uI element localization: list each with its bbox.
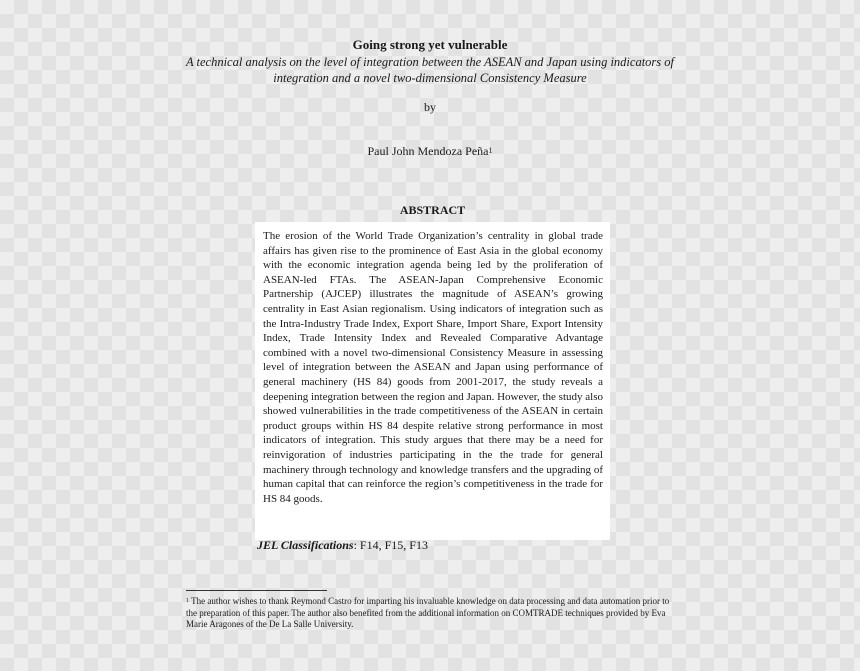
paper-title: Going strong yet vulnerable <box>352 37 508 52</box>
abstract-text: The erosion of the World Trade Organization’s centrality in global trade affairs has given rise to the prominence of East Asia in the global economy with the economic integration agenda being led by the proliferation of ASEAN-led FTAs. The ASEAN-Japan Comprehensive Economic Partnership (AJCEP) illustrates the magnitude of ASEAN’s growing centrality in East Asian regionalism. Using indicators of integration such as the Intra-Industry Trade Index, Export Share, Import Share, Export Intensity Index, Trade Intensity Index and Revealed Comparative Advantage combined with a novel two-dimensional Consistency Measure in assessing level of integration between the ASEAN and Japan using performance of general machinery (HS 84) goods from 2001-2017, the study reveals a deepening integration between the region and Japan. However, the study also showed vulnerabilities in the trade competitiveness of the ASEAN in certain product groups within HS 84 despite relative strong performance in most indicators of integration. This study argues that there may be a need for reinvigoration of industries participating in the the trade for general machinery through technology and knowledge transfers and the upgrading of human capital that can reinforce the region’s competitiveness in the trade for HS 84 goods. <box>263 230 603 505</box>
footnote-mark: 1 <box>186 598 189 604</box>
footnote-rule <box>186 590 327 591</box>
jel-separator: : <box>353 538 360 552</box>
abstract-heading: ABSTRACT <box>399 203 466 217</box>
jel-label: JEL Classifications <box>257 538 354 552</box>
footnote-text: The author wishes to thank Reymond Castro for imparting his invaluable knowledge on data processing and data automation prior to the preparation of this paper. The author also benefited from the additional information on COMTRADE techniques provided by Eva Marie Aragones of the De La Salle University. <box>186 596 670 630</box>
author-line <box>0 144 860 159</box>
by-line: by <box>424 100 436 114</box>
footnote <box>186 596 672 631</box>
abstract-box <box>255 222 610 540</box>
jel-classifications <box>257 538 428 553</box>
jel-codes: F14, F15, F13 <box>359 538 428 552</box>
author-name: Paul John Mendoza Peña <box>367 144 489 158</box>
author-footnote-mark: 1 <box>488 146 493 155</box>
paper-subtitle: A technical analysis on the level of integration between the ASEAN and Japan using indicators of integration and a novel two-dimensional Consistency Measure <box>185 55 674 85</box>
